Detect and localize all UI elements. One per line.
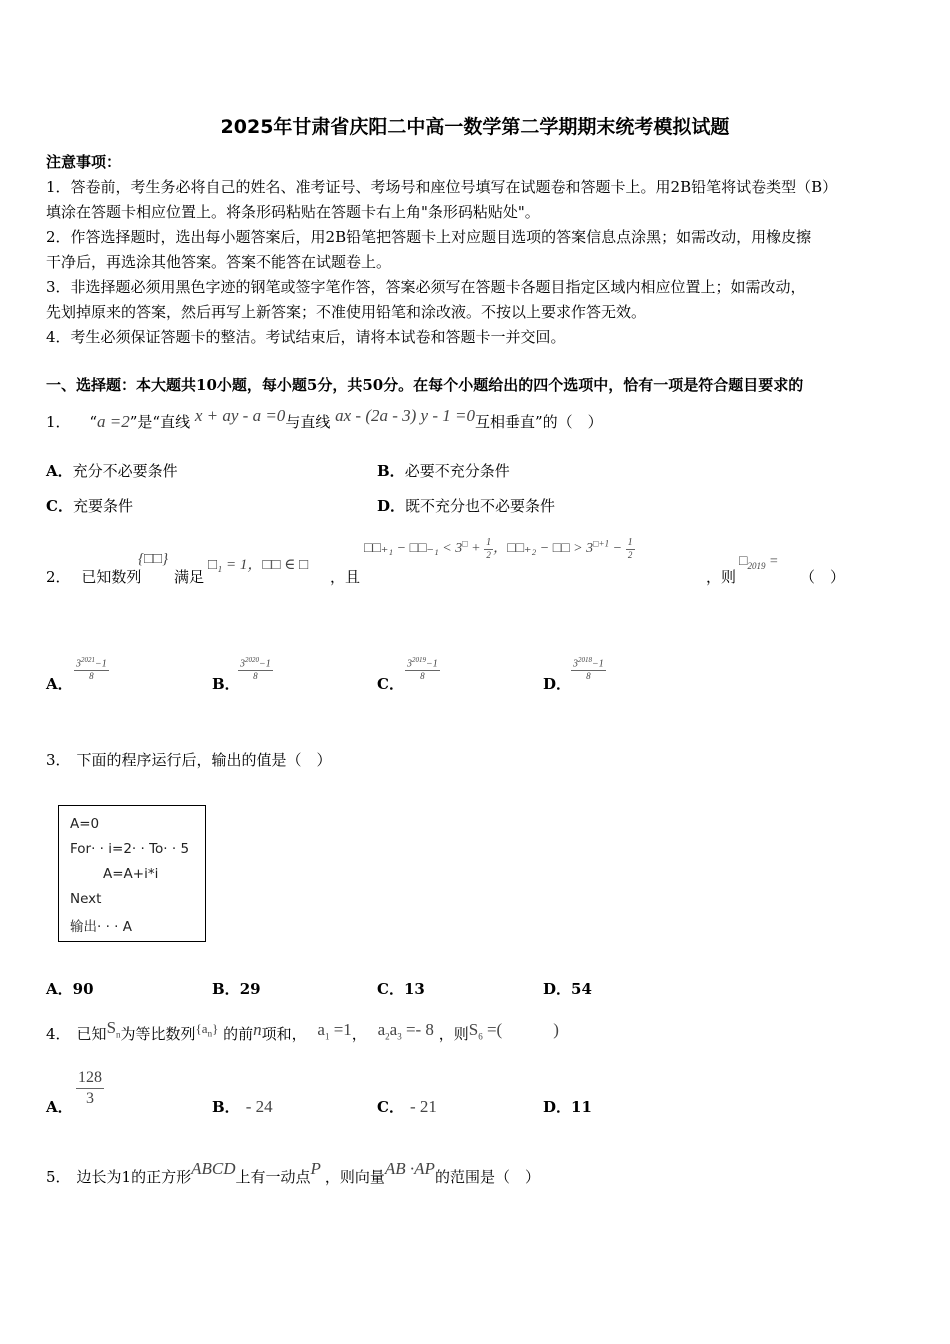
math-expr: $S_6$ =( ) xyxy=(468,1020,559,1042)
question-number: 1． xyxy=(46,413,71,431)
notes-line: 干净后，再选涂其他答案。答案不能答在试题卷上。 xyxy=(46,253,392,271)
option-a[interactable]: A． xyxy=(46,675,73,693)
option-b[interactable]: B．29 xyxy=(212,980,261,998)
notes-line: 填涂在答题卡相应位置上。将条形码粘贴在答题卡右上角"条形码粘贴处"。 xyxy=(46,203,540,221)
math-expr: n xyxy=(253,1020,262,1039)
question-2: 2． 已知数列 xyxy=(46,568,142,586)
option-b[interactable]: B．必要不充分条件 xyxy=(377,462,510,480)
option-c[interactable]: C．充要条件 xyxy=(46,497,133,515)
option-c[interactable]: C． xyxy=(377,675,404,693)
question-number: 5． xyxy=(46,1168,71,1186)
notes-line: 4．考生必须保证答题卡的整洁。考试结束后，请将本试卷和答题卡一并交回。 xyxy=(46,328,566,346)
option-a[interactable]: A． xyxy=(46,1098,73,1116)
fraction: $\frac{3^{2018}-1}{8}$ xyxy=(573,656,604,682)
fraction: $\frac{128}{3}$ xyxy=(78,1069,102,1107)
code-line: For· · i=2· · To· · 5 xyxy=(70,841,190,857)
math-expr: x + ay - a =0 xyxy=(194,406,286,425)
question-4: 4． 已知$S_n$为等比数列$\{a_n\}$ 的前n项和， $a_1 =1$， $a_2a_3 =- 8$ ，则$S_6$ =( ) xyxy=(46,1018,559,1043)
math-expr: ax - (2a - 3) y - 1 =0 xyxy=(335,406,475,425)
question-number: 4． xyxy=(46,1025,71,1043)
math-expr: $S_n$ xyxy=(106,1018,121,1040)
notes-section xyxy=(46,150,908,350)
math-expr: P xyxy=(310,1159,321,1178)
math-expr: □₁ = 1，□□ ∈ □ xyxy=(208,557,309,573)
question-number: 3． xyxy=(46,751,71,769)
notes-line: 2．作答选择题时，选出每小题答案后，用2B铅笔把答题卡上对应题目选项的答案信息点涂黑；如需改动，用橡皮擦 xyxy=(46,228,812,246)
math-expr: {□□} xyxy=(138,551,169,567)
question-3: 3． 下面的程序运行后，输出的值是（ ） xyxy=(46,751,332,769)
option-d[interactable]: D． xyxy=(543,675,572,693)
page-title: 2025年甘肃省庆阳二中高一数学第二学期期末统考模拟试题 xyxy=(220,116,730,138)
option-b[interactable]: B． xyxy=(212,675,240,693)
question-number: 2． xyxy=(46,568,71,586)
notes-heading: 注意事项： xyxy=(46,153,122,171)
math-expr: $a_2a_3 =- 8$ xyxy=(377,1020,434,1042)
notes-line: 先划掉原来的答案，然后再写上新答案；不准使用铅笔和涂改液。不按以上要求作答无效。 xyxy=(46,303,647,321)
question-1: 1． “a =2”是“直线 x + ay - a =0与直线 ax - (2a - 3) y - 1 =0互相垂直”的（ ） xyxy=(46,406,603,431)
option-a[interactable]: A．充分不必要条件 xyxy=(46,462,178,480)
notes-line: 1．答卷前，考生务必将自己的姓名、准考证号、考场号和座位号填写在试题卷和答题卡上。用2B铅笔将试卷类型（B） xyxy=(46,178,838,196)
fraction: $\frac{1}{2}$ xyxy=(486,537,492,560)
math-expr: AB ·AP xyxy=(384,1159,435,1178)
math-expr: $□_{2019}$ = xyxy=(739,554,779,571)
math-expr: $a_1 =1$ xyxy=(317,1020,352,1042)
question-5: 5． 边长为1的正方形ABCD上有一动点P ，则向量AB ·AP的范围是（ ） xyxy=(46,1159,540,1186)
option-b[interactable]: B． - 24 xyxy=(212,1097,273,1116)
code-line: Next xyxy=(70,891,102,907)
code-line: A=A+i*i xyxy=(103,866,159,882)
fraction: $\frac{3^{2019}-1}{8}$ xyxy=(407,656,438,682)
fraction: $\frac{3^{2021}-1}{8}$ xyxy=(76,656,107,682)
math-expr: ABCD xyxy=(191,1159,236,1178)
option-d[interactable]: D．54 xyxy=(543,980,592,998)
notes-line: 3．非选择题必须用黑色字迹的钢笔或签字笔作答，答案必须写在答题卡各题目指定区域内相应位置上；如需改动， xyxy=(46,278,806,296)
math-expr: a =2 xyxy=(97,412,130,431)
math-expr: □□₊₁ − □□₋₁ < 3□ + $\frac{1}{2}$ ，□□₊₂ − □□ > $3^{□+1}$ − $\frac{1}{2}$ xyxy=(364,537,633,560)
option-a[interactable]: A．90 xyxy=(46,980,94,998)
code-line: 输出· · · A xyxy=(70,919,132,935)
math-expr: $\{a_n\}$ xyxy=(195,1021,219,1039)
fraction: $\frac{3^{2020}-1}{8}$ xyxy=(240,656,271,682)
option-c[interactable]: C． - 21 xyxy=(377,1097,437,1116)
option-d[interactable]: D．既不充分也不必要条件 xyxy=(377,497,556,515)
fraction: $\frac{1}{2}$ xyxy=(627,537,633,560)
section-heading: 一、选择题：本大题共10小题，每小题5分，共50分。在每个小题给出的四个选项中，恰有一项是符合题目要求的 xyxy=(46,376,804,394)
option-c[interactable]: C．13 xyxy=(377,980,425,998)
option-d[interactable]: D．11 xyxy=(543,1098,592,1116)
program-code-box xyxy=(58,805,206,942)
code-line: A=0 xyxy=(70,816,100,832)
